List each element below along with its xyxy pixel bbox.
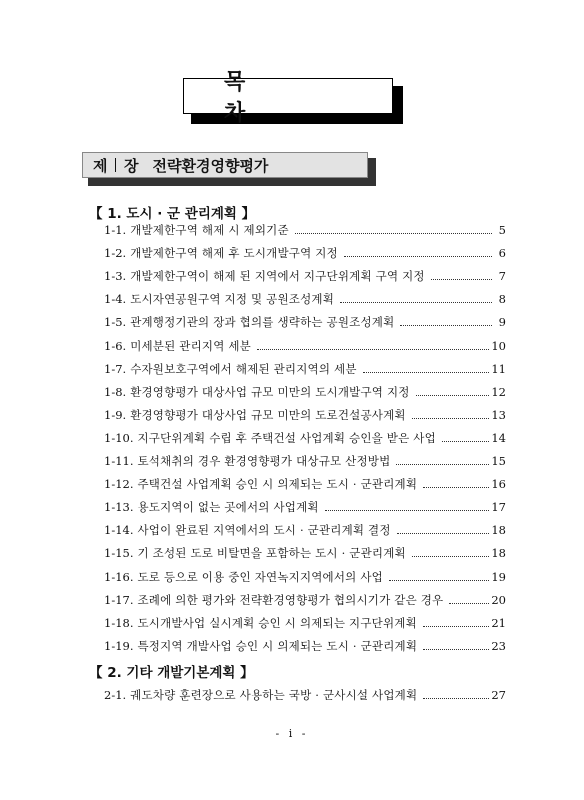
toc-entry-title: 미세분된 관리지역 세분 [130, 338, 251, 353]
toc-entry-page: 18 [491, 523, 506, 538]
toc-leader-dots [449, 602, 489, 604]
toc-entry[interactable] [104, 615, 506, 633]
toc-entry-number: 1-18. [104, 615, 134, 630]
toc-entry[interactable] [104, 314, 506, 332]
toc-entry-title: 사업이 완료된 지역에서의 도시 · 군관리계획 결정 [137, 523, 391, 538]
toc-entry-number: 1-11. [104, 454, 134, 468]
section-2-heading: 【 2. 기타 개발기본계획 】 [89, 665, 254, 681]
section-1-heading: 【 1. 도시 · 군 관리계획 】 [89, 206, 256, 222]
toc-entry-title: 토석채취의 경우 환경영향평가 대상규모 산정방법 [137, 454, 391, 468]
toc-entry-title: 환경영향평가 대상사업 규모 미만의 도로건설공사계획 [130, 407, 406, 422]
toc-entry-page: 11 [491, 361, 506, 376]
toc-entry-title: 도시자연공원구역 지정 및 공원조성계획 [130, 292, 335, 307]
toc-entry-page: 8 [498, 292, 506, 307]
toc-entry-page: 6 [498, 246, 506, 261]
toc-leader-dots [363, 371, 490, 373]
toc-entry[interactable] [104, 522, 506, 540]
toc-entry-title: 개발제한구역 해제 시 제외기준 [130, 223, 289, 237]
toc-leader-dots [423, 486, 489, 488]
toc-leader-dots [325, 509, 490, 511]
toc-entry-number: 1-17. [104, 592, 134, 607]
toc-leader-dots [423, 648, 489, 650]
toc-leader-dots [257, 348, 489, 350]
toc-leader-dots [344, 255, 492, 257]
chapter-heading-block [82, 152, 378, 188]
toc-entry-page: 16 [491, 477, 506, 492]
toc-entry[interactable] [104, 687, 506, 705]
toc-entry-title: 기 조성된 도로 비탈면을 포함하는 도시 · 군관리계획 [137, 546, 406, 561]
toc-entry-title: 개발제한구역 해제 후 도시개발구역 지정 [130, 246, 338, 261]
toc-entry-title: 조례에 의한 평가와 전략환경영향평가 협의시기가 같은 경우 [137, 592, 444, 607]
toc-entry-title: 수자원보호구역에서 해제된 관리지역의 세분 [130, 361, 357, 376]
toc-entry-page: 12 [491, 384, 506, 399]
toc-entry-number: 1-13. [104, 500, 134, 515]
toc-entry-number: 1-10. [104, 430, 134, 445]
toc-entry-number: 1-7. [104, 361, 127, 376]
page-number: - i - [275, 727, 309, 740]
toc-entry-title: 지구단위계획 수립 후 주택건설 사업계획 승인을 받은 사업 [137, 430, 436, 445]
chapter-title: 전략환경영향평가 [152, 156, 269, 175]
toc-entry-title: 도시개발사업 실시계획 승인 시 의제되는 지구단위계획 [137, 615, 417, 630]
toc-entry[interactable] [104, 453, 506, 471]
toc-entry-page: 9 [498, 315, 506, 330]
toc-entry-number: 1-14. [104, 523, 134, 538]
toc-leader-dots [423, 697, 489, 699]
toc-title: 목 차 [183, 78, 393, 114]
toc-entry-number: 1-12. [104, 477, 134, 492]
toc-entry-number: 1-2. [104, 246, 127, 261]
toc-entry-page: 14 [491, 430, 506, 445]
toc-entry[interactable] [104, 245, 506, 263]
toc-entry-title: 궤도차량 훈련장으로 사용하는 국방 · 군사시설 사업계획 [130, 688, 418, 702]
toc-entry[interactable] [104, 638, 506, 656]
toc-entry-number: 2-1. [104, 688, 127, 702]
toc-entry-page: 13 [491, 407, 506, 422]
toc-leader-dots [389, 579, 489, 581]
toc-leader-dots [340, 301, 492, 303]
toc-entry-page: 10 [491, 338, 506, 353]
toc-leader-dots [442, 440, 489, 442]
toc-entry-page: 23 [491, 638, 506, 653]
toc-entry[interactable] [104, 407, 506, 425]
toc-entry-title: 관계행정기관의 장과 협의를 생략하는 공원조성계획 [130, 315, 395, 330]
toc-entry[interactable] [104, 476, 506, 494]
toc-leader-dots [396, 463, 489, 465]
toc-leader-dots [295, 232, 492, 234]
toc-entry[interactable] [104, 430, 506, 448]
toc-leader-dots [431, 278, 492, 280]
chapter-heading [82, 152, 368, 178]
toc-entry-page: 27 [491, 688, 506, 702]
toc-entry[interactable] [104, 222, 506, 240]
toc-entry-number: 1-9. [104, 407, 127, 422]
toc-entry-page: 7 [498, 269, 506, 284]
toc-entry-title: 개발제한구역이 해제 된 지역에서 지구단위계획 구역 지정 [130, 269, 425, 284]
toc-entry-title: 도로 등으로 이용 중인 자연녹지지역에서의 사업 [137, 569, 383, 584]
toc-entry-number: 1-5. [104, 315, 127, 330]
toc-entry-page: 18 [491, 546, 506, 561]
toc-entry[interactable] [104, 291, 506, 309]
toc-entry-number: 1-19. [104, 638, 134, 653]
toc-entry-page: 20 [491, 592, 506, 607]
toc-leader-dots [400, 324, 492, 326]
toc-leader-dots [397, 532, 490, 534]
toc-entry-number: 1-8. [104, 384, 127, 399]
toc-leader-dots [412, 417, 490, 419]
toc-entry[interactable] [104, 338, 506, 356]
toc-entry[interactable] [104, 361, 506, 379]
chapter-prefix: 제 [93, 156, 109, 175]
toc-entry-page: 5 [498, 223, 506, 237]
toc-entry[interactable] [104, 569, 506, 587]
toc-entry-number: 1-1. [104, 223, 127, 237]
toc-entry-page: 17 [491, 500, 506, 515]
toc-entry-page: 21 [491, 615, 506, 630]
toc-entry-title: 주택건설 사업계획 승인 시 의제되는 도시 · 군관리계획 [137, 477, 418, 492]
toc-entry-number: 1-4. [104, 292, 127, 307]
toc-entry-page: 19 [491, 569, 506, 584]
toc-leader-dots [412, 555, 490, 557]
toc-leader-dots [416, 394, 490, 396]
chapter-roman-numeral [115, 158, 117, 172]
toc-entry-number: 1-6. [104, 338, 127, 353]
toc-entry[interactable] [104, 545, 506, 563]
toc-entry[interactable] [104, 592, 506, 610]
toc-entry-number: 1-3. [104, 269, 127, 284]
toc-entry-page: 15 [491, 454, 506, 468]
toc-entry[interactable] [104, 499, 506, 517]
toc-title-block [183, 70, 407, 128]
toc-entry-title: 용도지역이 없는 곳에서의 사업계획 [137, 500, 319, 515]
toc-entry-title: 환경영향평가 대상사업 규모 미만의 도시개발구역 지정 [130, 384, 410, 399]
toc-entry[interactable] [104, 384, 506, 402]
toc-entry-number: 1-15. [104, 546, 134, 561]
toc-entry-title: 특정지역 개발사업 승인 시 의제되는 도시 · 군관리계획 [137, 638, 418, 653]
chapter-suffix: 장 [124, 156, 139, 175]
toc-entry-number: 1-16. [104, 569, 134, 584]
toc-leader-dots [423, 625, 489, 627]
toc-entry[interactable] [104, 268, 506, 286]
